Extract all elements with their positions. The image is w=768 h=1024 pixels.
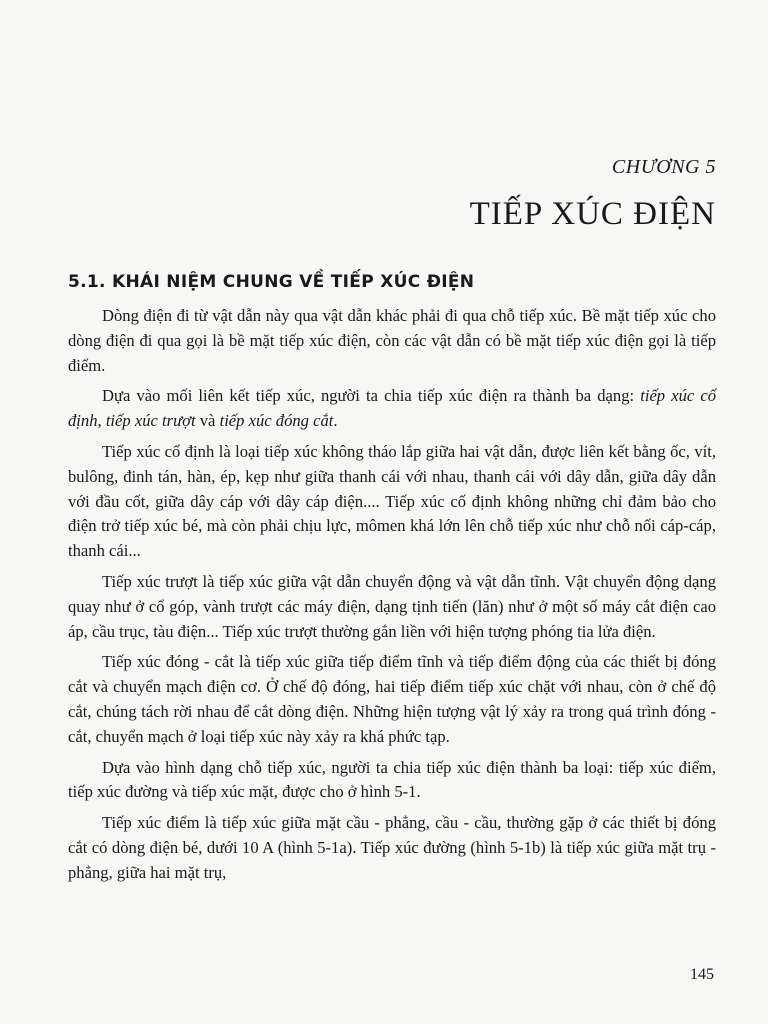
chapter-title: TIẾP XÚC ĐIỆN: [469, 196, 716, 232]
emphasis-term: tiếp xúc trượt: [105, 411, 196, 431]
emphasis-term: tiếp xúc cố định: [68, 386, 716, 431]
paragraph: Dựa vào hình dạng chỗ tiếp xúc, người ta chia tiếp xúc điện thành ba loại: tiếp xúc điểm, tiếp xúc đường và tiếp xúc mặt, được cho ở hình 5-1.: [68, 757, 716, 802]
paragraph: Tiếp xúc đóng - cắt là tiếp xúc giữa tiếp điểm tĩnh và tiếp điểm động của các thiết bị đóng cắt và chuyển mạch điện cơ. Ở chế độ đóng, hai tiếp điểm tiếp xúc chặt với nhau, còn ở chế độ cắt, chúng tách rời nhau để cắt dòng điện. Những hiện tượng vật lý xảy ra trong quá trình đóng - cắt, chuyển mạch ở loại tiếp xúc này xảy ra khá phức tạp.: [68, 652, 716, 746]
paragraph: Tiếp xúc điểm là tiếp xúc giữa mặt cầu - phẳng, cầu - cầu, thường gặp ở các thiết bị đóng cắt có dòng điện bé, dưới 10 A (hình 5-1a). Tiếp xúc đường (hình 5-1b) là tiếp xúc giữa mặt trụ - phẳng, giữa hai mặt trụ,: [68, 813, 716, 882]
paragraph: Dòng điện đi từ vật dẫn này qua vật dẫn khác phải đi qua chỗ tiếp xúc. Bề mặt tiếp xúc cho dòng điện đi qua gọi là bề mặt tiếp xúc điện, còn các vật dẫn có bề mặt tiếp xúc điện gọi là tiếp điểm.: [68, 306, 716, 375]
paragraph: Tiếp xúc trượt là tiếp xúc giữa vật dẫn chuyển động và vật dẫn tĩnh. Vật chuyển động dạng quay như ở cổ góp, vành trượt các máy điện, dạng tịnh tiến (lăn) như ở một số máy cắt điện cao áp, cầu trục, tàu điện... Tiếp xúc trượt thường gắn liền với hiện tượng phóng tia lửa điện.: [68, 571, 716, 641]
emphasis-term: tiếp xúc đóng cắt: [219, 411, 334, 431]
paragraph-segment: ,: [97, 411, 106, 431]
page-number: 145: [690, 966, 714, 983]
paragraph: Tiếp xúc cố định là loại tiếp xúc không tháo lắp giữa hai vật dẫn, được liên kết bằng ốc, vít, bulông, đinh tán, hàn, ép, kẹp như giữa thanh cái với nhau, thanh cái với dây dẫn, giữa dây dẫn với đầu cốt, giữa dây cáp với dây cáp điện.... Tiếp xúc cố định không những chỉ đảm bảo cho điện trở tiếp xúc bé, mà còn phải chịu lực, mômen khá lớn lên chỗ tiếp xúc như chỗ nối cáp-cáp, thanh cái...: [68, 441, 716, 561]
body-text: [68, 304, 716, 892]
paragraph-segment: .: [333, 411, 338, 431]
paragraph-segment: và: [195, 411, 220, 431]
section-heading: 5.1. KHÁI NIỆM CHUNG VỀ TIẾP XÚC ĐIỆN: [68, 272, 475, 292]
paragraph-segment: Dựa vào mối liên kết tiếp xúc, người ta chia tiếp xúc điện ra thành ba dạng:: [102, 386, 641, 406]
chapter-label: CHƯƠNG 5: [611, 156, 716, 178]
paragraph-dang-tiep-xuc: [68, 384, 716, 434]
